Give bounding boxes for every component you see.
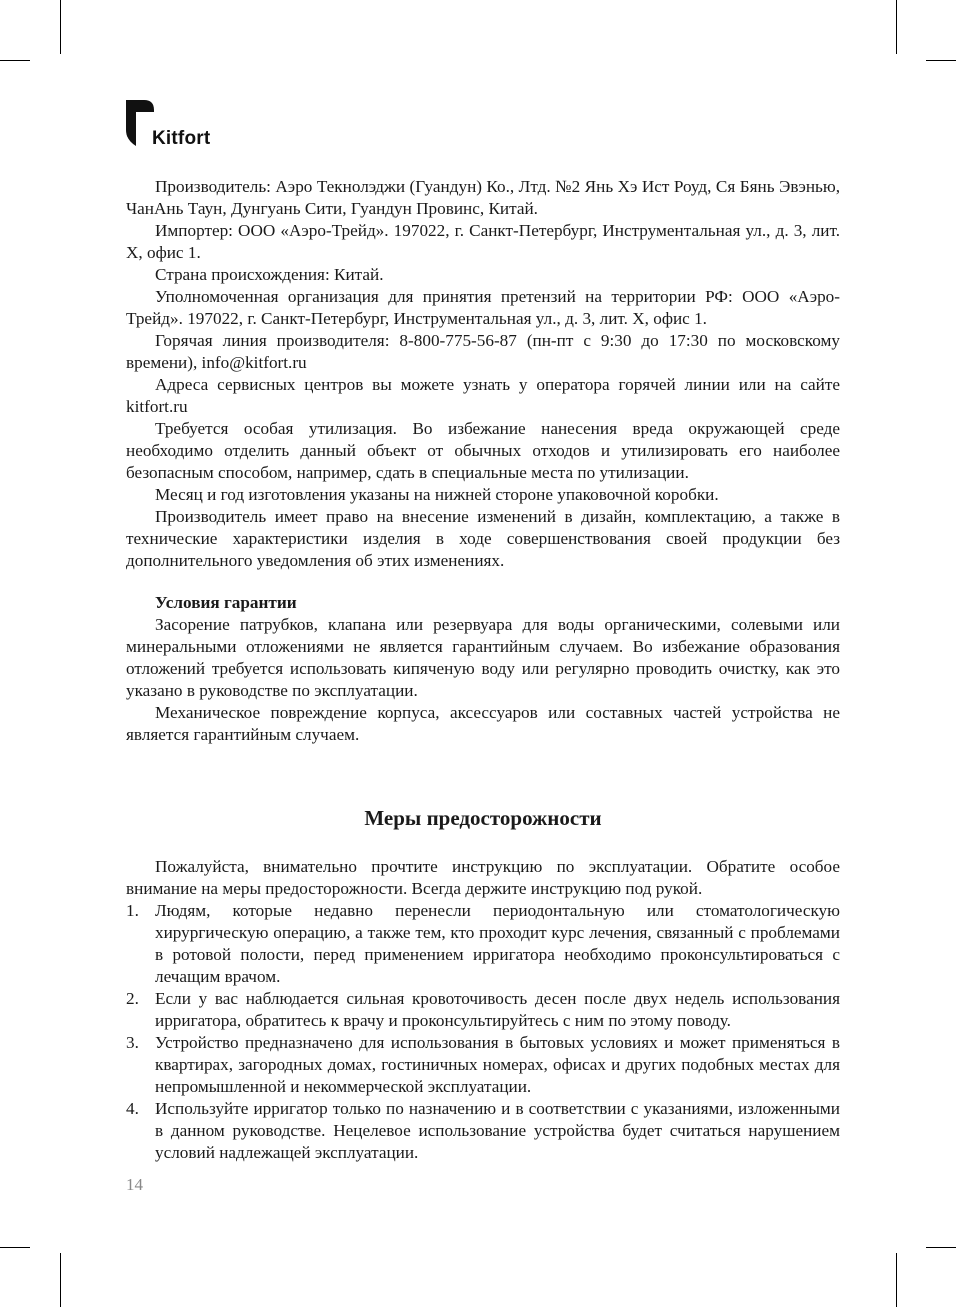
list-item (126, 1032, 840, 1098)
list-item (126, 1098, 840, 1164)
importer-text: Импортер: ООО «Аэро-Трейд». 197022, г. Санкт-Петербург, Инструментальная ул., д. 3, лит. Х, офис 1. (126, 221, 840, 262)
warranty-paragraph: Механическое повреждение корпуса, аксессуаров или составных частей устройства не является гарантийным случаем. (126, 703, 840, 744)
warranty-title: Условия гарантии (155, 593, 297, 612)
precautions-list (126, 900, 840, 1164)
page-number: 14 (126, 1175, 143, 1194)
crop-mark (60, 1253, 61, 1307)
precautions-intro: Пожалуйста, внимательно прочтите инструкцию по эксплуатации. Обратите особое внимание на меры предосторожности. Всегда держите инструкцию под рукой. (126, 857, 840, 898)
service-text: Адреса сервисных центров вы можете узнать у оператора горячей линии или на сайте kitfort.ru (126, 375, 840, 416)
disposal-text: Требуется особая утилизация. Во избежание нанесения вреда окружающей среде необходимо отделить данный объект от обычных отходов и утилизировать его наиболее безопасным способом, например, сдать в специальные места по утилизации. (126, 419, 840, 482)
brand-logo (126, 100, 266, 152)
hotline-text: Горячая линия производителя: 8-800-775-56-87 (пн-пт с 9:30 до 17:30 по московскому времени), info@kitfort.ru (126, 331, 840, 372)
info-section (126, 176, 840, 746)
crop-mark (926, 60, 956, 61)
list-item-number: 3. (126, 1033, 139, 1052)
crop-mark (0, 1247, 30, 1248)
precautions-section (126, 856, 840, 1164)
precautions-title: Меры предосторожности (364, 806, 602, 830)
list-item-text: Людям, которые недавно перенесли периодонтальную или стоматологическую хирургическую операцию, а также тем, кто проходит курс лечения, связанный с проблемами в ротовой полости, перед применением ирригатора необходимо проконсультироваться с лечащим врачом. (155, 901, 840, 986)
crop-mark (896, 1253, 897, 1307)
origin-text: Страна происхождения: Китай. (155, 265, 384, 284)
list-item (126, 988, 840, 1032)
crop-mark (896, 0, 897, 54)
list-item-text: Если у вас наблюдается сильная кровоточивость десен после двух недель использования ирригатора, обратитесь к врачу и проконсультируйтесь с ним по этому поводу. (155, 989, 840, 1030)
list-item-text: Устройство предназначено для использования в бытовых условиях и может применяться в квартирах, загородных домах, гостиничных номерах, офисах и других подобных местах для непромышленной и некоммерческой эксплуатации. (155, 1033, 840, 1096)
brand-name: Kitfort (152, 128, 211, 149)
warranty-paragraph: Засорение патрубков, клапана или резервуара для воды органическими, солевыми или минеральными отложениями не является гарантийным случаем. Во избежание образования отложений требуется использовать кипяченую воду или регулярно проводить очистку, как это указано в руководстве по эксплуатации. (126, 615, 840, 700)
list-item-number: 4. (126, 1099, 139, 1118)
manufacturer-text: Производитель: Аэро Текнолэджи (Гуандун) Ко., Лтд. №2 Янь Хэ Ист Роуд, Ся Бянь Эвэнью, ЧанАнь Таун, Дунгуань Сити, Гуандун Провинс, Китай. (126, 177, 840, 218)
changes-text: Производитель имеет право на внесение изменений в дизайн, комплектацию, а также в технические характеристики изделия в ходе совершенствования своей продукции без дополнительного уведомления об этих изменениях. (126, 507, 840, 570)
crop-mark (0, 60, 30, 61)
list-item-number: 1. (126, 901, 139, 920)
list-item-number: 2. (126, 989, 139, 1008)
authorized-text: Уполномоченная организация для принятия претензий на территории РФ: ООО «Аэро-Трейд». 197022, г. Санкт-Петербург, Инструментальная ул., д. 3, лит. Х, офис 1. (126, 287, 840, 328)
date-text: Месяц и год изготовления указаны на нижней стороне упаковочной коробки. (155, 485, 719, 504)
list-item (126, 900, 840, 988)
crop-mark (60, 0, 61, 54)
crop-mark (926, 1247, 956, 1248)
list-item-text: Используйте ирригатор только по назначению и в соответствии с указаниями, изложенными в данном руководстве. Нецелевое использование устройства будет считаться нарушением условий надлежащей эксплуатации. (155, 1099, 840, 1162)
